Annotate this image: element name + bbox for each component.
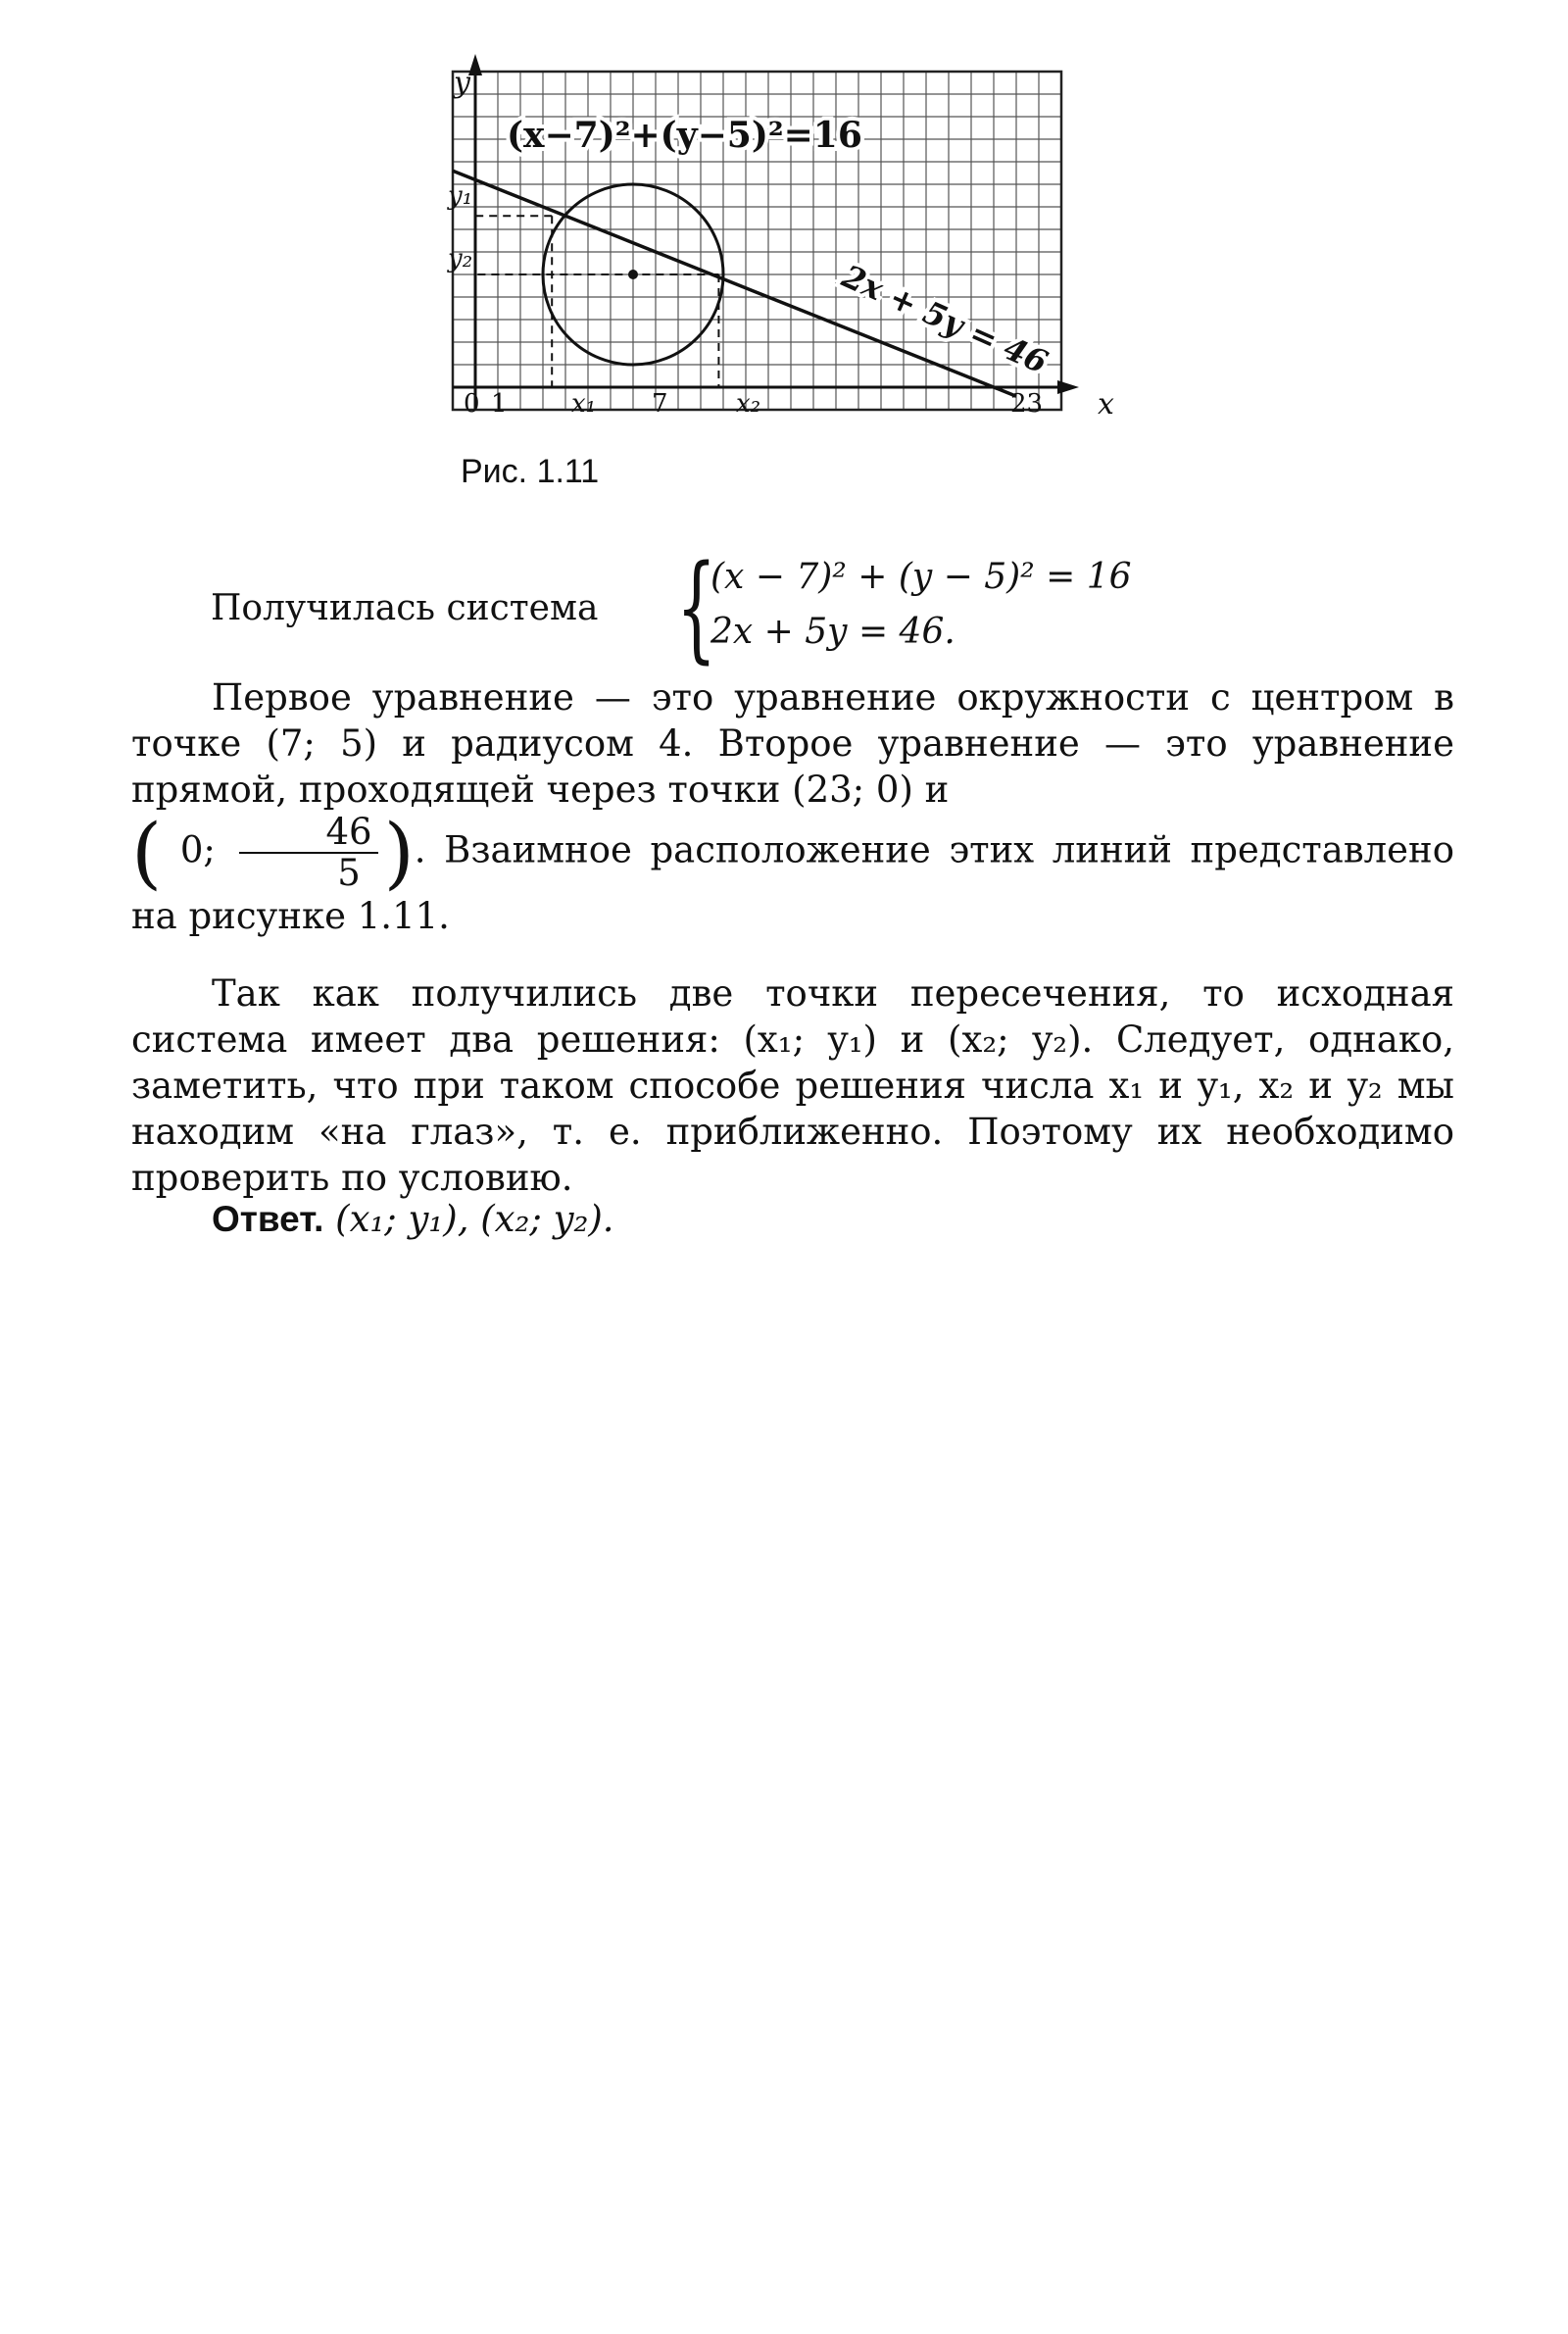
- y-axis-arrow-icon: [468, 54, 482, 75]
- paragraph-1: [131, 674, 1454, 939]
- line-2x-5y-46: [453, 171, 1016, 396]
- left-brace-icon: {: [676, 539, 717, 674]
- answer: [212, 1198, 614, 1240]
- point-zero: 0;: [179, 828, 216, 871]
- fraction-numerator: 46: [239, 813, 377, 854]
- tick-label-y2: y₂: [448, 244, 473, 273]
- axis-x-label: x: [1098, 387, 1114, 422]
- tick-label-23: 23: [1010, 389, 1044, 419]
- system-equation-2: 2x + 5y = 46.: [710, 612, 956, 652]
- paragraph-2-text: Так как получились две точки пересечения, то исходная система имеет два решения: (x₁; y₁) и (x₂; y₂). Следует, однако, заметить, что при таком способе решения числа x₁ и y₁, x₂ и y₂ мы находим «на глаз», т. е. приближенно. Поэтому их необходимо проверить по условию.: [131, 972, 1454, 1199]
- tick-label-1: 1: [491, 389, 508, 419]
- system-lead: Получилась система: [211, 588, 599, 628]
- tick-label-y1: y₁: [448, 181, 473, 211]
- tick-label-7: 7: [652, 389, 668, 419]
- figure-caption: Рис. 1.11: [461, 453, 600, 490]
- line-equation-label: 2x + 5y = 46: [836, 257, 1054, 381]
- figure-1-11: [446, 49, 1132, 441]
- tick-label-0: 0: [464, 389, 480, 419]
- paren-right: ): [383, 807, 415, 898]
- x-axis-arrow-icon: [1057, 380, 1079, 394]
- paren-left: (: [131, 807, 163, 898]
- tick-label-x1: x₁: [571, 389, 597, 419]
- tick-labels: [447, 181, 1043, 419]
- circle-equation-label: (x−7)²+(y−5)²=16: [507, 115, 862, 156]
- fraction: [239, 813, 377, 893]
- paragraph-1-part-2: . Взаимное расположение этих линий представлено на рисунке 1.11.: [131, 828, 1454, 937]
- fraction-denominator: 5: [337, 852, 361, 894]
- answer-value: (x₁; y₁), (x₂; y₂).: [335, 1198, 614, 1240]
- paragraph-2: [131, 970, 1454, 1201]
- answer-label: Ответ.: [212, 1199, 324, 1239]
- tick-label-x2: x₂: [736, 389, 761, 419]
- system-equation-1: (x − 7)² + (y − 5)² = 16: [710, 557, 1132, 597]
- axis-y-label: y: [454, 66, 470, 100]
- paragraph-1-part-1: Первое уравнение — это уравнение окружности с центром в точке (7; 5) и радиусом 4. Второе уравнение — это уравнение прямой, проходящей через точки (23; 0) и: [131, 676, 1454, 811]
